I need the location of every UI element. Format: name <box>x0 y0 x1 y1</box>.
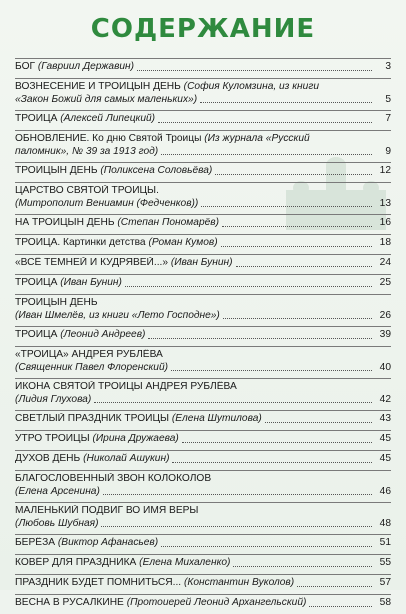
leader-dots <box>161 546 372 547</box>
toc-page-number: 26 <box>379 309 391 321</box>
toc-entry-title: СВЕТЛЫЙ ПРАЗДНИК ТРОИЦЫ <box>15 413 170 424</box>
toc-entry-title: ВЕСНА В РУСАЛКИНЕ <box>15 597 124 608</box>
toc-entry-title: УТРО ТРОИЦЫ <box>15 433 90 444</box>
leader-dots <box>161 154 372 155</box>
toc-page-number: 12 <box>379 165 391 176</box>
leader-dots <box>297 586 372 587</box>
toc-entry[interactable] <box>15 470 391 502</box>
toc-page-number: 5 <box>385 93 391 105</box>
toc-entry[interactable] <box>15 502 391 534</box>
toc-entry-author-line: (Иван Шмелёв, из книги «Лето Господне») <box>15 309 220 321</box>
toc-entry-title: БОГ <box>15 61 36 72</box>
leader-dots <box>200 102 372 103</box>
leader-dots <box>201 206 372 207</box>
toc-entry[interactable] <box>15 130 391 162</box>
toc-entry[interactable] <box>15 554 391 574</box>
toc-entry[interactable] <box>15 78 391 110</box>
toc-entry[interactable] <box>15 410 391 430</box>
leader-dots <box>223 318 372 319</box>
toc-entry[interactable] <box>15 534 391 554</box>
leader-dots <box>101 526 372 527</box>
toc-entry[interactable] <box>15 274 391 294</box>
toc-entry[interactable] <box>15 294 391 326</box>
toc-page-number: 16 <box>379 217 391 228</box>
leader-dots <box>221 246 372 247</box>
toc-entry-author: (София Куломзина, из книги <box>183 81 320 92</box>
toc-entry-author: (Виктор Афанасьев) <box>57 537 159 548</box>
toc-entry-title: «ТРОИЦА» АНДРЕЯ РУБЛЁВА <box>15 349 163 360</box>
toc-page-number: 42 <box>379 393 391 405</box>
toc-page-number: 45 <box>379 453 391 464</box>
toc-page-number: 48 <box>379 517 391 529</box>
toc-entry-title: ЦАРСТВО СВЯТОЙ ТРОИЦЫ. <box>15 185 159 196</box>
toc-page-number: 24 <box>379 257 391 268</box>
leader-dots <box>171 370 372 371</box>
toc-entry[interactable] <box>15 58 391 78</box>
toc-entry-author: (Ирина Дружаева) <box>92 433 179 444</box>
toc-page-number: 18 <box>379 237 391 248</box>
toc-entry-author: (Степан Пономарёв) <box>117 217 219 228</box>
toc-entry-title: ТРОИЦА. Картинки детства <box>15 237 146 248</box>
toc-entry-title: ТРОИЦЫН ДЕНЬ <box>15 165 98 176</box>
leader-dots <box>125 286 372 287</box>
toc-page-number: 7 <box>385 113 391 124</box>
leader-dots <box>265 422 372 423</box>
toc-entry-title: «ВСЁ ТЕМНЕЙ И КУДРЯВЕЙ...» <box>15 257 169 268</box>
toc-entry-author-line: (Елена Арсенина) <box>15 485 100 497</box>
toc-page-number: 57 <box>379 577 391 588</box>
leader-dots <box>309 606 372 607</box>
leader-dots <box>182 442 372 443</box>
toc-page-number: 13 <box>379 197 391 209</box>
toc-entry-author: (Константин Вуколов) <box>183 577 295 588</box>
table-of-contents <box>15 58 391 614</box>
toc-entry-author-line: (Любовь Шубная) <box>15 517 99 529</box>
leader-dots <box>158 122 372 123</box>
toc-entry-title: БЕРЁЗА <box>15 537 56 548</box>
toc-entry[interactable] <box>15 430 391 450</box>
page-title: СОДЕРЖАНИЕ <box>90 14 316 44</box>
toc-entry-title: ТРОИЦЫН ДЕНЬ <box>15 297 98 308</box>
toc-entry-title: НА ТРОИЦЫН ДЕНЬ <box>15 217 115 228</box>
toc-page-number: 58 <box>379 597 391 608</box>
toc-entry-author-line: «Закон Божий для самых маленьких») <box>15 93 198 105</box>
toc-entry-author: (Елена Шутилова) <box>171 413 262 424</box>
toc-entry[interactable] <box>15 450 391 470</box>
toc-entry-author: (Иван Бунин) <box>60 277 122 288</box>
toc-entry-author: (Протоиерей Леонид Архангельский) <box>126 597 307 608</box>
leader-dots <box>148 338 372 339</box>
leader-dots <box>215 174 372 175</box>
toc-page-number: 51 <box>379 537 391 548</box>
leader-dots <box>236 266 372 267</box>
leader-dots <box>172 462 372 463</box>
toc-entry[interactable] <box>15 234 391 254</box>
toc-entry[interactable] <box>15 594 391 614</box>
toc-entry[interactable] <box>15 110 391 130</box>
toc-entry-title: МАЛЕНЬКИЙ ПОДВИГ ВО ИМЯ ВЕРЫ <box>15 505 199 516</box>
toc-entry-title: ТРОИЦА <box>15 277 58 288</box>
toc-page-number: 3 <box>385 61 391 72</box>
toc-entry-author: (Алексей Липецкий) <box>60 113 156 124</box>
toc-entry-title: ИКОНА СВЯТОЙ ТРОИЦЫ АНДРЕЯ РУБЛЁВА <box>15 381 237 392</box>
toc-entry-title: ТРОИЦА <box>15 113 58 124</box>
toc-page-number: 55 <box>379 557 391 568</box>
toc-entry-title: ОБНОВЛЕНИЕ. Ко дню Святой Троицы <box>15 133 202 144</box>
toc-entry[interactable] <box>15 254 391 274</box>
toc-entry-author: (Роман Кумов) <box>148 237 218 248</box>
toc-entry[interactable] <box>15 574 391 594</box>
toc-page-number: 45 <box>379 433 391 444</box>
toc-entry[interactable] <box>15 326 391 346</box>
leader-dots <box>103 494 372 495</box>
toc-entry-title: КОВЁР ДЛЯ ПРАЗДНИКА <box>15 557 137 568</box>
toc-entry-author-line: (Священник Павел Флоренский) <box>15 361 169 373</box>
toc-entry-author: (Елена Михаленко) <box>139 557 231 568</box>
toc-page-number: 40 <box>379 361 391 373</box>
toc-entry[interactable] <box>15 346 391 378</box>
toc-page-number: 43 <box>379 413 391 424</box>
leader-dots <box>137 70 372 71</box>
toc-entry-author: (Поликсена Соловьёва) <box>100 165 213 176</box>
toc-entry[interactable] <box>15 162 391 182</box>
leader-dots <box>222 226 372 227</box>
toc-entry-author: (Из журнала «Русский <box>204 133 310 144</box>
toc-entry-author: (Николай Ашукин) <box>83 453 170 464</box>
toc-page-number: 46 <box>379 485 391 497</box>
toc-page-number: 9 <box>385 145 391 157</box>
toc-entry-title: ТРОИЦА <box>15 329 58 340</box>
toc-entry-title: ДУХОВ ДЕНЬ <box>15 453 81 464</box>
toc-entry-title: ПРАЗДНИК БУДЕТ ПОМНИТЬСЯ... <box>15 577 182 588</box>
leader-dots <box>94 402 372 403</box>
toc-entry-author: (Леонид Андреев) <box>60 329 146 340</box>
toc-entry-author-line: (Лидия Глухова) <box>15 393 92 405</box>
toc-page-number: 25 <box>379 277 391 288</box>
toc-entry-title: БЛАГОСЛОВЕННЫЙ ЗВОН КОЛОКОЛОВ <box>15 473 212 484</box>
toc-entry-author-line: паломник», № 39 за 1913 год) <box>15 145 159 157</box>
toc-entry-author: (Иван Бунин) <box>170 257 233 268</box>
toc-entry-author: (Гавриил Державин) <box>37 61 135 72</box>
toc-page-number: 39 <box>379 329 391 340</box>
toc-entry-author-line: (Митрополит Вениамин (Федченков)) <box>15 197 199 209</box>
leader-dots <box>233 566 372 567</box>
toc-entry-title: ВОЗНЕСЕНИЕ И ТРОИЦЫН ДЕНЬ <box>15 81 181 92</box>
toc-entry[interactable] <box>15 214 391 234</box>
toc-entry[interactable] <box>15 378 391 410</box>
toc-entry[interactable] <box>15 182 391 214</box>
